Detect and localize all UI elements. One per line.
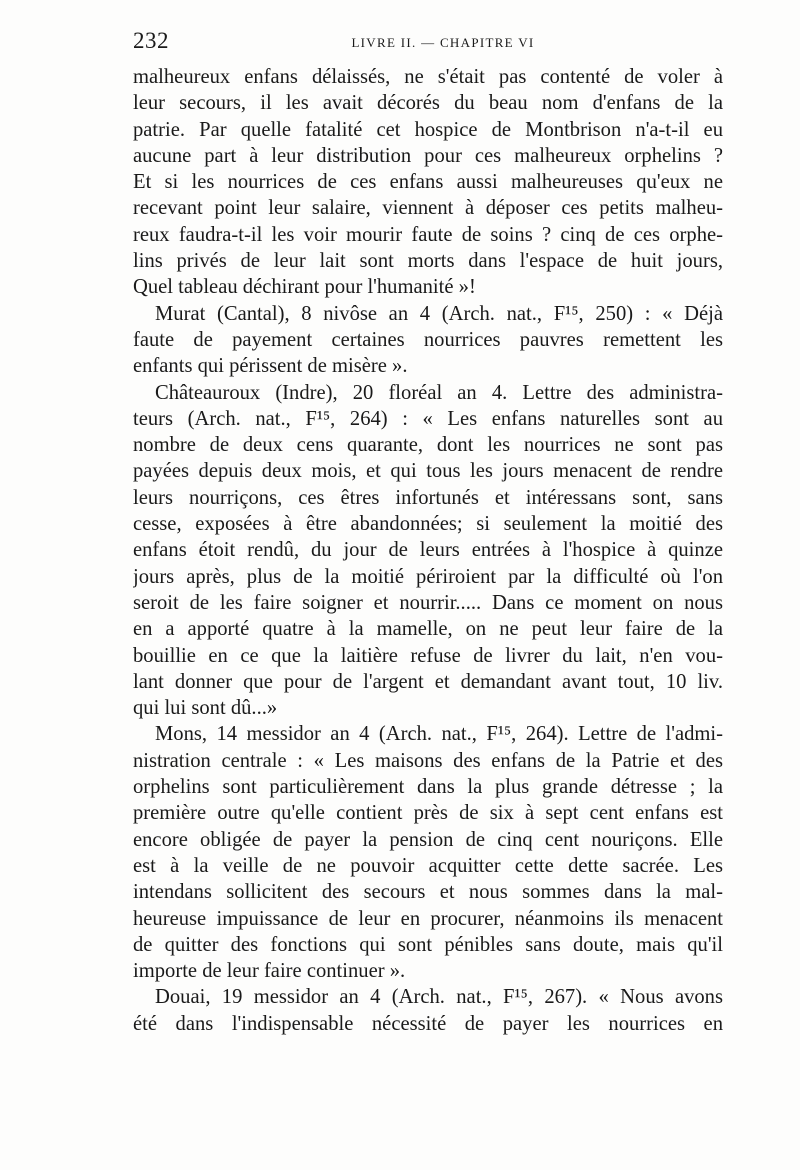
text-line: heureuse impuissance de leur en procurer, néanmoins ils menacent: [133, 907, 723, 930]
text-line: leur secours, il les avait décorés du beau nom d'enfans de la: [133, 92, 723, 115]
text-line: reux faudra-t-il les voir mourir faute de soins ? cinq de ces orphe-: [133, 223, 723, 246]
running-title: LIVRE II. — CHAPITRE VI: [351, 35, 535, 50]
text-line: enfans étoit rendû, du jour de leurs entrées à l'hospice à quinze: [133, 539, 723, 562]
text-line: de quitter des fonctions qui sont pénibles sans doute, mais qu'il: [133, 933, 723, 956]
text-line: enfants qui périssent de misère ».: [133, 355, 408, 378]
text-line: intendans sollicitent des secours et nous sommes dans la mal-: [133, 881, 723, 904]
text-line: encore obligée de payer la pension de cinq cent nouriçons. Elle: [133, 828, 723, 851]
text-line: Châteauroux (Indre), 20 floréal an 4. Lettre des administra-: [155, 381, 723, 404]
text-line: nombre de deux cens quarante, dont les nourrices ne sont pas: [133, 434, 723, 457]
text-line: Et si les nourrices de ces enfans aussi malheureuses qu'eux ne: [133, 171, 723, 194]
page-number: 232: [133, 28, 169, 53]
text-line: qui lui sont dû...»: [133, 697, 278, 720]
text-line: est à la veille de ne pouvoir acquitter cette dette sacrée. Les: [133, 854, 723, 877]
text-line: été dans l'indispensable nécessité de payer les nourrices en: [133, 1012, 723, 1035]
text-line: recevant point leur salaire, viennent à déposer ces petits malheu-: [133, 197, 723, 220]
text-line: seroit de les faire soigner et nourrir..... Dans ce moment on nous: [133, 591, 723, 614]
text-line: Douai, 19 messidor an 4 (Arch. nat., F¹⁵, 267). « Nous avons: [155, 986, 723, 1009]
text-line: patrie. Par quelle fatalité cet hospice de Montbrison n'a-t-il eu: [133, 118, 723, 141]
text-line: teurs (Arch. nat., F¹⁵, 264) : « Les enfans naturelles sont au: [133, 407, 723, 430]
text-line: lins privés de leur lait sont morts dans l'espace de huit jours,: [133, 250, 723, 273]
text-line: aucune part à leur distribution pour ces malheureux orphelins ?: [133, 144, 723, 167]
text-line: malheureux enfans délaissés, ne s'était pas contenté de voler à: [133, 66, 723, 88]
text-line: faute de payement certaines nourrices pauvres remettent les: [133, 328, 723, 351]
text-line: Mons, 14 messidor an 4 (Arch. nat., F¹⁵, 264). Lettre de l'admi-: [155, 723, 723, 746]
text-line: Quel tableau déchirant pour l'humanité »!: [133, 276, 476, 299]
text-line: Murat (Cantal), 8 nivôse an 4 (Arch. nat., F¹⁵, 250) : « Déjà: [155, 302, 723, 325]
text-line: en a apporté quatre à la mamelle, on ne peut leur faire de la: [133, 618, 723, 641]
text-line: cesse, exposées à être abandonnées; si seulement la moitié des: [133, 513, 723, 536]
text-line: lant donner que pour de l'argent et demandant avant tout, 10 liv.: [133, 670, 723, 693]
text-line: jours après, plus de la moitié périroient par la difficulté où l'on: [133, 565, 723, 588]
text-line: première outre qu'elle contient près de six à sept cent enfans est: [133, 802, 723, 825]
running-head: [133, 28, 723, 58]
body-text: [133, 64, 723, 1037]
text-line: nistration centrale : « Les maisons des enfans de la Patrie et des: [133, 749, 723, 772]
text-line: bouillie en ce que la laitière refuse de livrer du lait, n'en vou-: [133, 644, 723, 667]
text-line: importe de leur faire continuer ».: [133, 960, 406, 983]
text-line: orphelins sont particulièrement dans la plus grande détresse ; la: [133, 776, 723, 799]
text-line: leurs nourriçons, ces êtres infortunés et intéressans sont, sans: [133, 486, 723, 509]
text-line: payées depuis deux mois, et qui tous les jours menacent de rendre: [133, 460, 723, 483]
